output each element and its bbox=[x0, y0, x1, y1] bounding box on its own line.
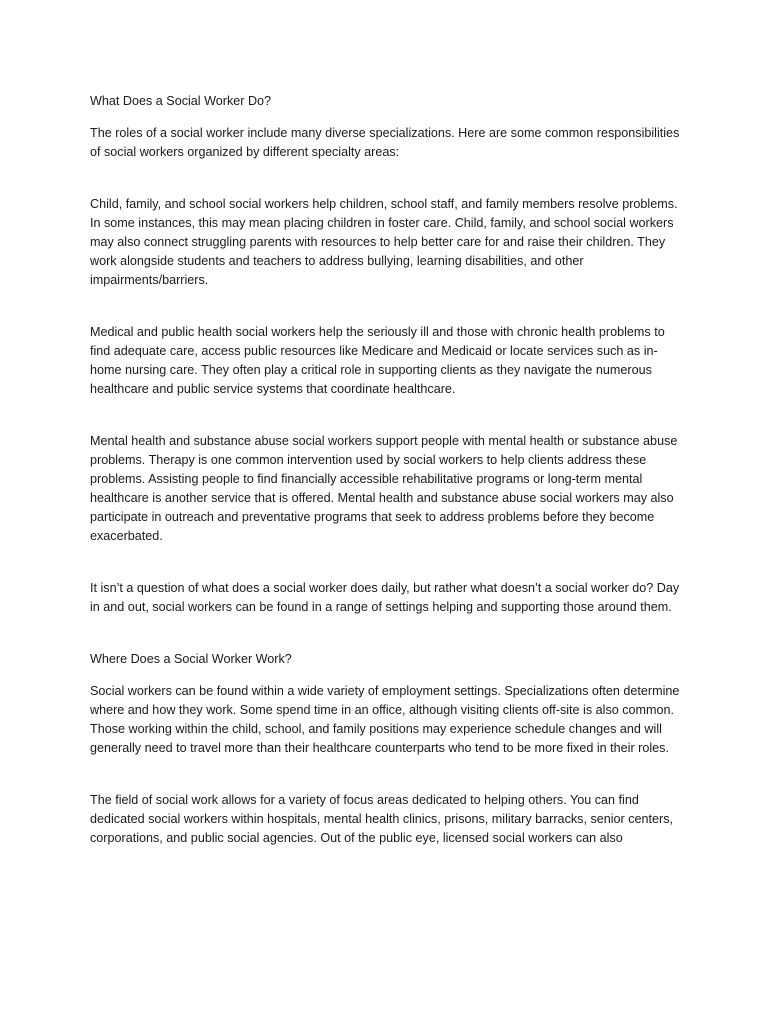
paragraph-field: The field of social work allows for a variety of focus areas dedicated to helping others. You can find dedicated social workers within hospitals, mental health clinics, prisons, military barracks, senior centers, corporations, and public social agencies. Out of the public eye, licensed social workers can also bbox=[90, 793, 674, 845]
paragraph-medical: Medical and public health social workers help the seriously ill and those with chronic health problems to find adequate care, access public resources like Medicare and Medicaid or locate services such as in-home nursing care. They often play a critical role in supporting clients as they navigate the numerous healthcare and public service systems that coordinate healthcare. bbox=[90, 325, 665, 396]
section-heading-what: What Does a Social Worker Do? bbox=[90, 94, 272, 108]
section-heading-where: Where Does a Social Worker Work? bbox=[90, 652, 292, 666]
paragraph-settings: Social workers can be found within a wide variety of employment settings. Specializations often determine where and how they work. Some spend time in an office, although visiting clients off-site is also common. Those working within the child, school, and family positions may experience schedule changes and will generally need to travel more than their healthcare counterparts who tend to be more fixed in their roles. bbox=[90, 684, 680, 755]
paragraph-daily: It isn’t a question of what does a social worker does daily, but rather what doesn’t a social worker do? Day in and out, social workers can be found in a range of settings helping and supporting those around them. bbox=[90, 581, 680, 614]
paragraph-child-family: Child, family, and school social workers help children, school staff, and family members resolve problems. In some instances, this may mean placing children in foster care. Child, family, and school social workers may also connect struggling parents with resources to help better care for and raise their children. They work alongside students and teachers to address bullying, learning disabilities, and other impairments/barriers. bbox=[90, 197, 678, 287]
document-body bbox=[90, 92, 680, 848]
paragraph-mental-health: Mental health and substance abuse social workers support people with mental health or substance abuse problems. Therapy is one common intervention used by social workers to help clients address these problems. Assisting people to find financially accessible rehabilitative programs or long-term mental healthcare is another service that is offered. Mental health and substance abuse social workers may also participate in outreach and preventative programs that seek to address problems before they become exacerbated. bbox=[90, 434, 678, 543]
paragraph-intro: The roles of a social worker include many diverse specializations. Here are some common responsibilities of social workers organized by different specialty areas: bbox=[90, 126, 680, 159]
